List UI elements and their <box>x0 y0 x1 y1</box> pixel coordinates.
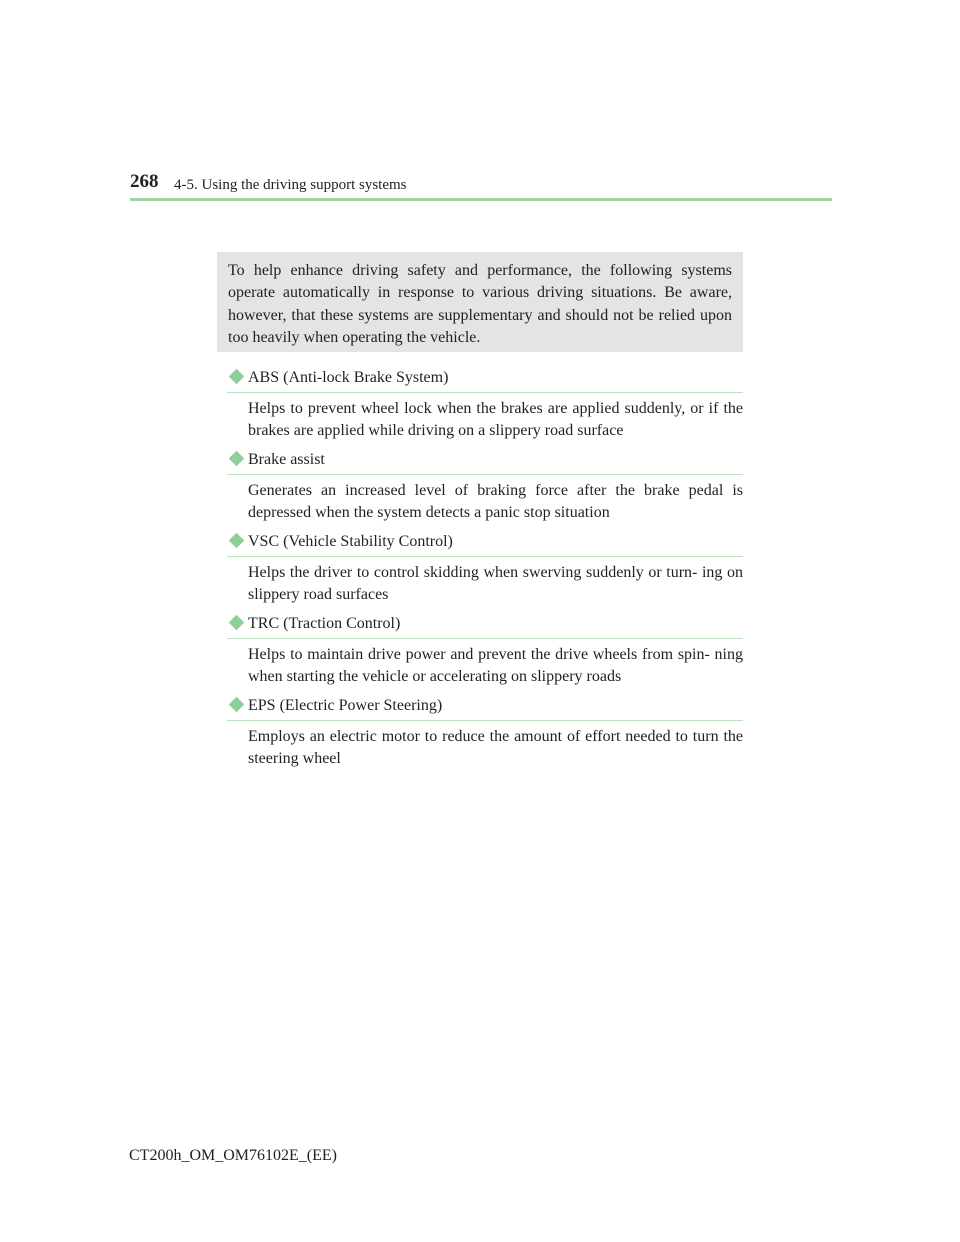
page-number: 268 <box>130 171 159 192</box>
item-heading <box>227 366 743 393</box>
item-description: Employs an electric motor to reduce the amount of effort needed to turn the steering wheel <box>248 728 743 767</box>
intro-box <box>217 252 743 352</box>
list-item <box>227 612 743 694</box>
list-item <box>227 530 743 612</box>
doc-code: CT200h_OM_OM76102E_(EE) <box>129 1147 337 1164</box>
diamond-icon <box>229 615 245 631</box>
item-heading <box>227 612 743 639</box>
item-heading <box>227 530 743 557</box>
system-list <box>227 366 743 776</box>
item-title: ABS (Anti-lock Brake System) <box>248 369 449 386</box>
item-title: VSC (Vehicle Stability Control) <box>248 533 453 550</box>
page-header <box>130 170 830 202</box>
item-title: EPS (Electric Power Steering) <box>248 697 443 714</box>
item-description: Helps the driver to control skidding when swerving suddenly or turn- ing on slippery road surfaces <box>248 564 743 603</box>
item-heading <box>227 448 743 475</box>
header-rule <box>130 198 832 201</box>
section-title: 4-5. Using the driving support systems <box>174 177 407 193</box>
diamond-icon <box>229 533 245 549</box>
item-heading <box>227 694 743 721</box>
diamond-icon <box>229 697 245 713</box>
diamond-icon <box>229 369 245 385</box>
item-description: Helps to prevent wheel lock when the brakes are applied suddenly, or if the brakes are applied while driving on a slippery road surface <box>248 400 743 439</box>
diamond-icon <box>229 451 245 467</box>
item-title: Brake assist <box>248 451 325 468</box>
item-description: Generates an increased level of braking force after the brake pedal is depressed when the system detects a panic stop situation <box>248 482 743 521</box>
item-title: TRC (Traction Control) <box>248 615 401 632</box>
list-item <box>227 448 743 530</box>
list-item <box>227 366 743 448</box>
list-item <box>227 694 743 776</box>
intro-text: To help enhance driving safety and performance, the following systems operate automatically in response to various driving situations. Be aware, however, that these systems are supplementary and should not be relied upon too heavily when operating the vehicle. <box>228 262 732 347</box>
item-description: Helps to maintain drive power and prevent the drive wheels from spin- ning when starting the vehicle or accelerating on slippery roads <box>248 646 743 685</box>
